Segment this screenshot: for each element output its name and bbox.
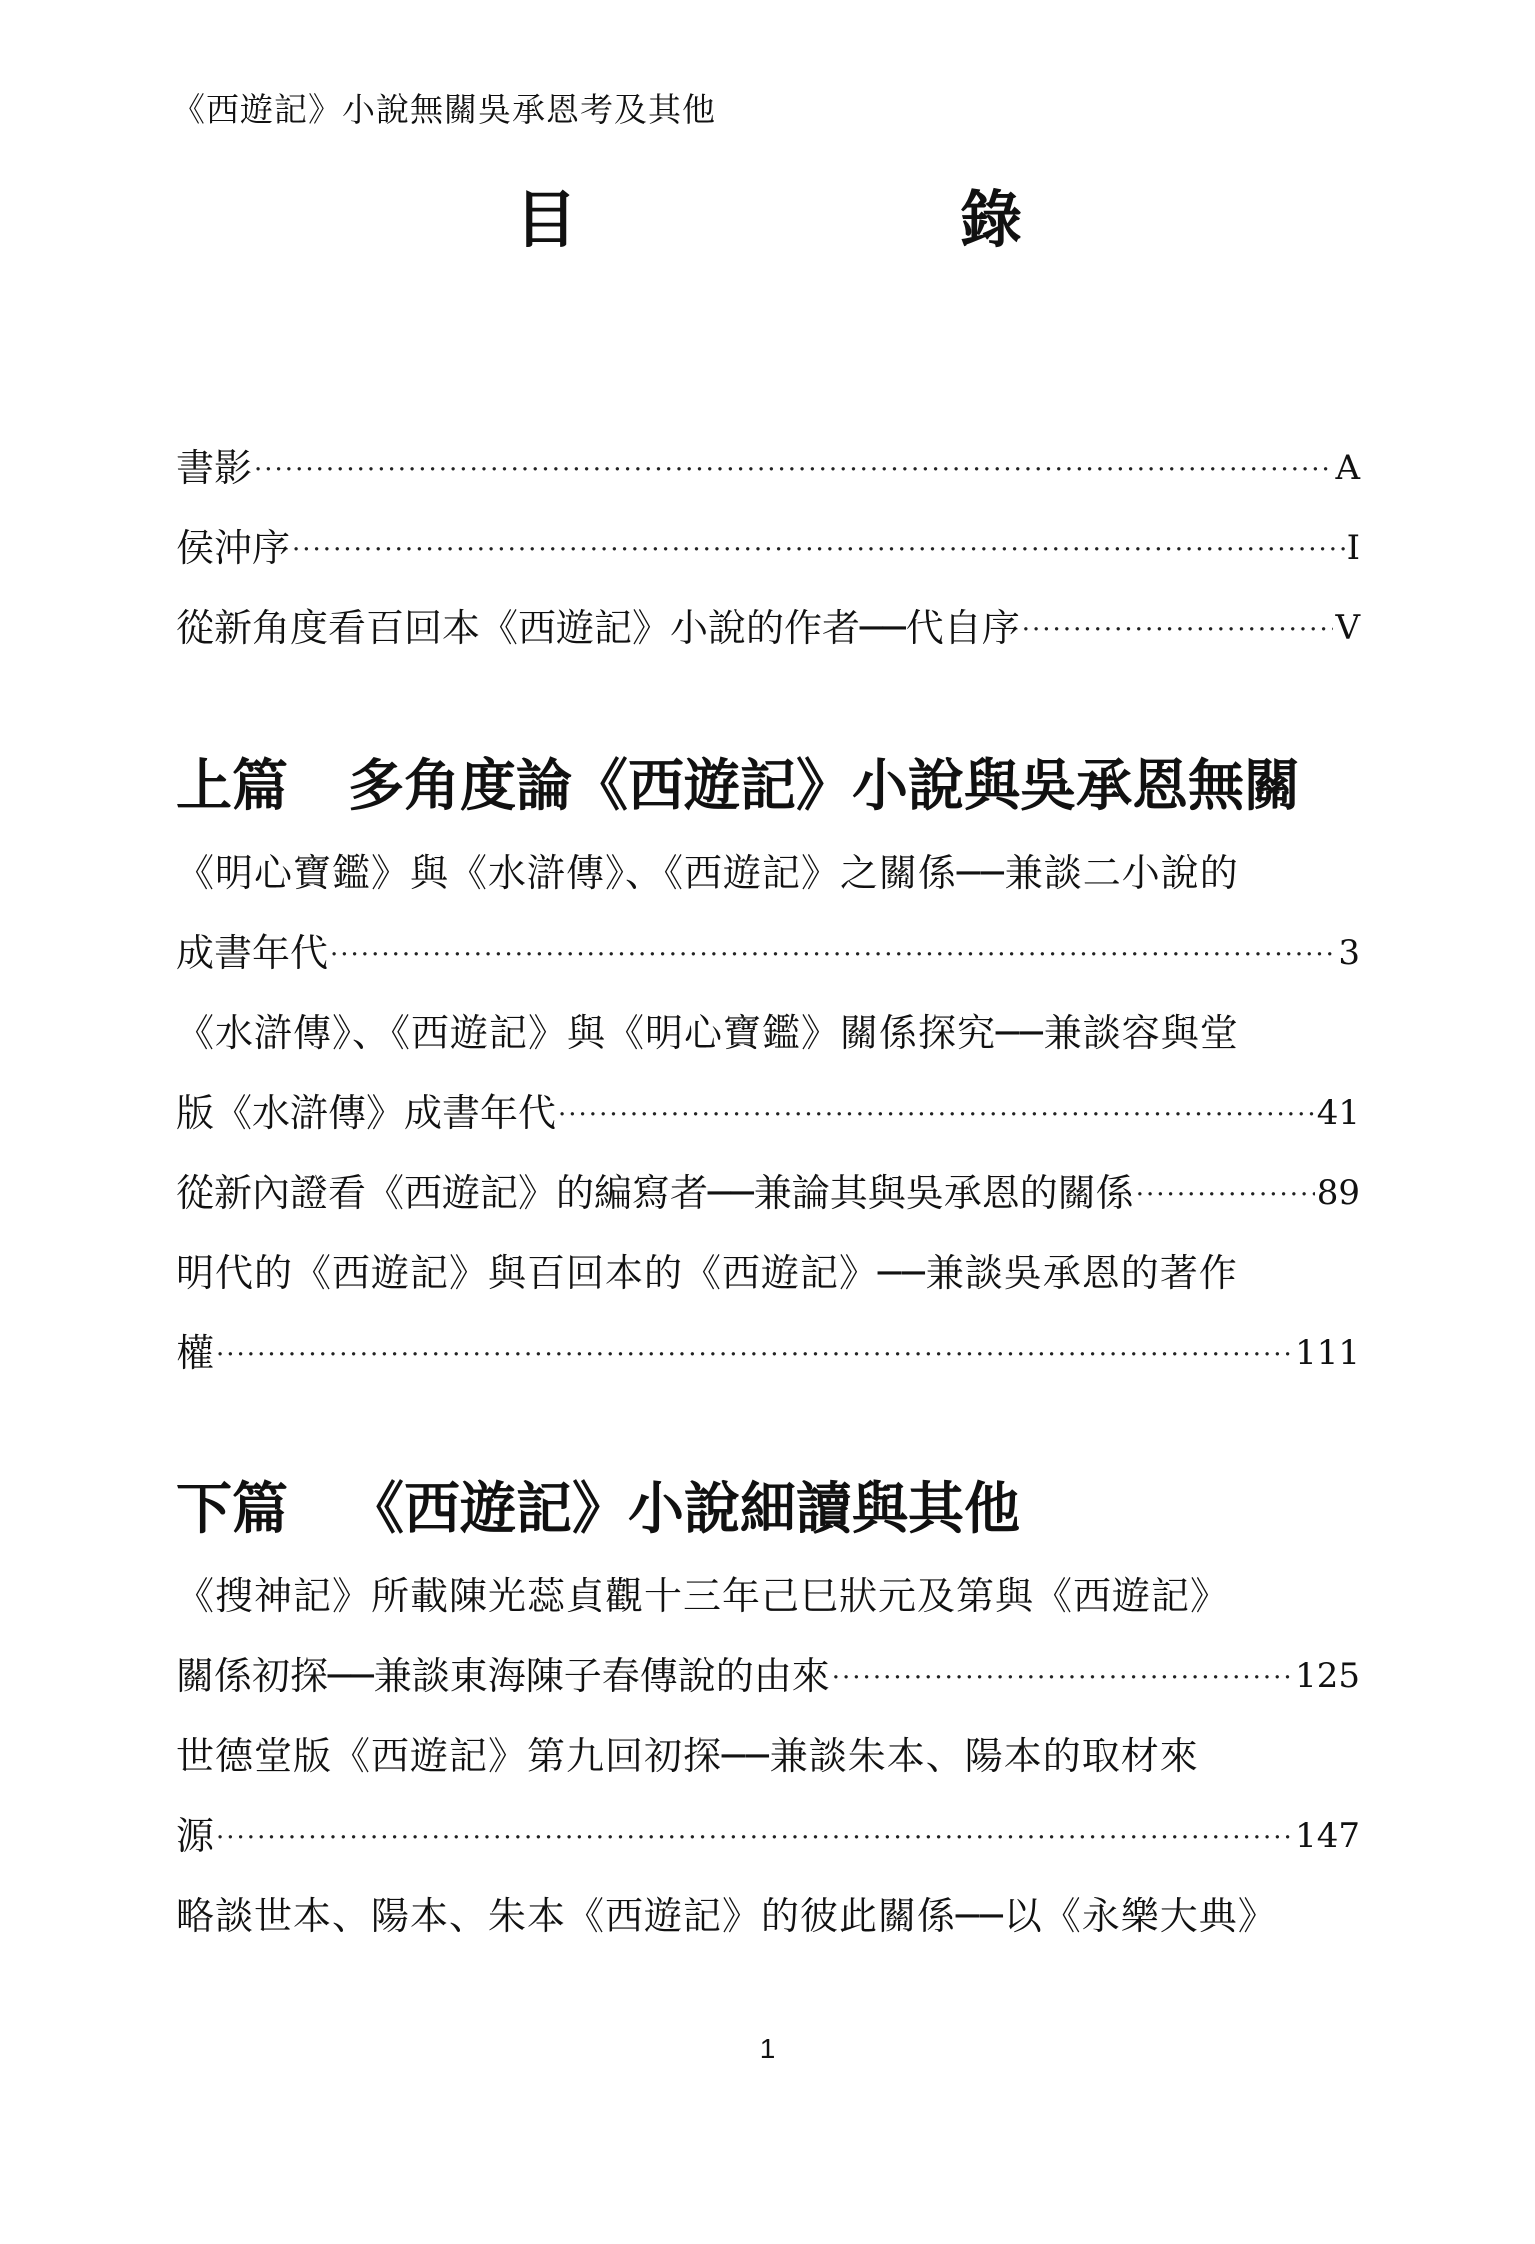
section-label: 上篇 — [176, 754, 288, 819]
toc-page-number: I — [1346, 528, 1360, 568]
toc-page-number: 3 — [1338, 933, 1360, 973]
section-title: 《西遊記》小說細讀與其他 — [348, 1477, 1020, 1542]
toc-entry-title: 從新內證看《西遊記》的編寫者──兼論其與吳承恩的關係 — [176, 1171, 1134, 1215]
toc-page-number: 147 — [1295, 1816, 1360, 1856]
toc-page-number: V — [1335, 608, 1360, 648]
toc-entry-title: 成書年代 — [176, 931, 329, 975]
toc-entry-author-preface[interactable] — [176, 600, 1360, 656]
leader-dots — [558, 1095, 1315, 1135]
leader-dots — [1136, 1175, 1315, 1215]
toc-page-number: 89 — [1316, 1173, 1360, 1213]
toc-entry-title: 權 — [176, 1331, 215, 1375]
toc-entry-title: 版《水滸傳》成書年代 — [176, 1091, 557, 1135]
toc-entry-mingdai[interactable] — [176, 1325, 1360, 1381]
toc-entry-line[interactable]: 《水滸傳》、《西遊記》與《明心寶鑑》關係探究──兼談容與堂 — [176, 1011, 1239, 1055]
section-heading-part2 — [176, 1475, 1020, 1545]
leader-dots — [330, 935, 1336, 975]
page-title — [0, 180, 1535, 260]
section-label: 下篇 — [176, 1477, 288, 1542]
section-title: 多角度論《西遊記》小說與吳承恩無關 — [348, 754, 1300, 819]
toc-entry-shidetang[interactable] — [176, 1808, 1360, 1864]
toc-entry-title: 從新角度看百回本《西遊記》小說的作者──代自序 — [176, 606, 1020, 650]
toc-entry-line[interactable]: 世德堂版《西遊記》第九回初探──兼談朱本、陽本的取材來 — [176, 1734, 1199, 1778]
toc-page-number: 125 — [1295, 1656, 1360, 1696]
toc-entry-line[interactable]: 《明心寶鑑》與《水滸傳》、《西遊記》之關係──兼談二小說的 — [176, 851, 1239, 895]
toc-entry-soushenji[interactable] — [176, 1648, 1360, 1704]
toc-entry-title: 源 — [176, 1814, 215, 1858]
toc-entry-mingxin-1[interactable] — [176, 925, 1360, 981]
toc-entry-title: 關係初探──兼談東海陳子春傳說的由來 — [176, 1654, 830, 1698]
toc-page-number: 41 — [1316, 1093, 1360, 1133]
leader-dots — [216, 1818, 1293, 1858]
toc-entry-title: 侯沖序 — [176, 526, 291, 570]
leader-dots — [292, 530, 1345, 570]
leader-dots — [832, 1658, 1293, 1698]
toc-page-number: A — [1335, 448, 1360, 488]
running-head: 《西遊記》小說無關吳承恩考及其他 — [172, 90, 716, 129]
toc-entry-preface-houchong[interactable] — [176, 520, 1360, 576]
leader-dots — [254, 450, 1333, 490]
leader-dots — [216, 1335, 1293, 1375]
toc-entry-shuihu-2[interactable] — [176, 1085, 1360, 1141]
toc-entry-line[interactable]: 略談世本、陽本、朱本《西遊記》的彼此關係──以《永樂大典》 — [176, 1894, 1277, 1938]
toc-entry-neizheng[interactable] — [176, 1165, 1360, 1221]
section-heading-part1 — [176, 752, 1300, 822]
title-char-1: 目 — [515, 183, 578, 256]
toc-page-number: 111 — [1295, 1333, 1360, 1373]
toc-entry-line[interactable]: 《搜神記》所載陳光蕊貞觀十三年己巳狀元及第與《西遊記》 — [176, 1574, 1230, 1618]
title-char-2: 錄 — [960, 183, 1023, 256]
toc-entry-line[interactable]: 明代的《西遊記》與百回本的《西遊記》──兼談吳承恩的著作 — [176, 1251, 1238, 1295]
toc-entry-shuying[interactable] — [176, 440, 1360, 496]
toc-entry-title: 書影 — [176, 446, 253, 490]
page-number: 1 — [759, 2033, 776, 2064]
leader-dots — [1022, 610, 1334, 650]
